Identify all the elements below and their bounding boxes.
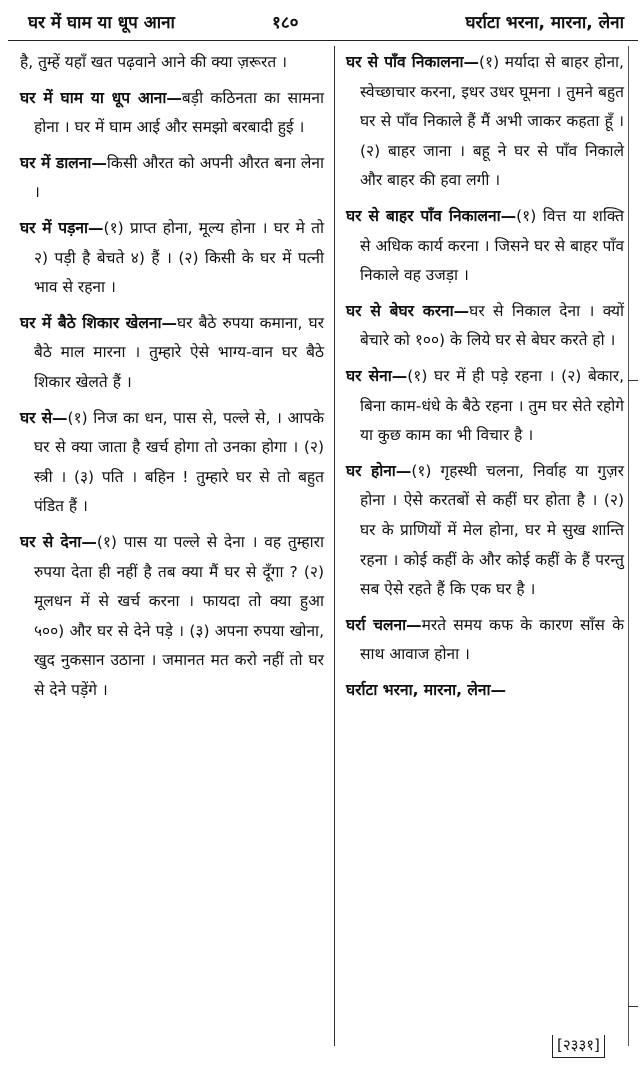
entry-headword: घर से बाहर पाँव निकालना— <box>346 206 517 225</box>
dictionary-entry <box>20 309 324 398</box>
column-divider <box>334 46 335 1046</box>
entry-definition: (१) घर में ही पड़े रहना । (२) बेकार, बिना काम-धंधे के बैठे रहना । तुम घर सेते रहोगे या कुछ काम का भी विचार है । <box>360 366 625 445</box>
entry-definition: (१) प्राप्त होना, मूल्य होना । घर मे तो २) पड़ी है बेचते ४) हैं । (२) किसी के घर में पत्नी भाव से रहना । <box>34 218 324 297</box>
entry-headword: घर से बेघर करना— <box>346 301 470 320</box>
dictionary-entry <box>20 149 324 208</box>
dictionary-entry <box>346 297 624 356</box>
dictionary-entry <box>346 676 624 706</box>
entry-headword: घर से— <box>20 408 68 427</box>
entry-headword: घर में पड़ना— <box>20 218 104 237</box>
entry-definition: (१) मर्यादा से बाहर होना, स्वेच्छाचार करना, इधर उधर घूमना । तुमने बहुत घर से पाँव निकाले हैं मैं अभी जाकर कहता हूँ । (२) बाहर जाना । बहू ने घर से पाँव निकाले और बाहर की हवा लगी । <box>360 53 624 190</box>
entry-definition: घर बैठे रुपया कमाना, घर बैठे माल मारना । तुम्हारे ऐसे भाग्य-वान घर बैठे शिकार खेलते हैं । <box>34 313 325 391</box>
entry-definition: (१) पास या पल्ले से देना । वह तुम्हारा रुपया देता ही नहीं है तब क्या मैं घर से दूँगा ? (२) मूलधन में से खर्च करना । फायदा तो क्या हुआ ५००) और घर से देने पड़े । (३) अपना रुपया खोना, खुद नुकसान उठाना । जमानत मत करो नहीं तो घर से देने पड़ेंगे । <box>34 532 324 699</box>
entry-headword: घर में बैठे शिकार खेलना— <box>20 313 177 332</box>
entry-continuation: है, तुम्हें यहाँ खत पढ़वाने आने की क्या ज़रूरत । <box>20 53 288 71</box>
dictionary-entry <box>346 457 624 605</box>
entry-definition: मरते समय कफ के कारण साँस के साथ आवाज होना । <box>360 615 624 664</box>
entry-definition: (१) गृहस्थी चलना, निर्वाह या गुज़र होना । ऐसे करतबों से कहीं घर होता है । (२) घर के प्राणियों में मेल होना, घर मे सुख शान्ति रहना । कोई कहीं के और कोई कहीं के हैं परन्तु सब ऐसे रहते हैं कि एक घर है । <box>360 461 624 599</box>
dictionary-entry <box>346 611 624 670</box>
entry-definition: (१) निज का धन, पास से, पल्ले से, । आपके घर से क्या जाता है खर्च होगा तो उनका होगा । (२) स्त्री । (३) पति । बहिन ! तुम्हारे घर से तो बहुत पंडित हैं । <box>34 408 324 516</box>
margin-tick <box>628 1006 638 1007</box>
entry-headword: घर में डालना— <box>20 153 107 172</box>
entry-headword: घर सेना— <box>346 366 408 385</box>
page-number: १८० <box>272 13 299 33</box>
entry-definition: घर से निकाल देना । क्यों बेचारे को १००) के लिये घर से बेघर करते हो । <box>360 301 624 350</box>
footer-reference: [२३३१] <box>552 1035 605 1058</box>
dictionary-entry <box>20 214 324 303</box>
running-header <box>14 6 628 36</box>
entry-headword: घर होना— <box>346 461 412 480</box>
left-column <box>20 48 324 711</box>
margin-tick <box>628 380 638 381</box>
dictionary-entry <box>20 528 324 706</box>
dictionary-entry <box>20 84 324 143</box>
entry-headword: घर्रा चलना— <box>346 615 422 634</box>
dictionary-entry <box>346 48 624 196</box>
entry-definition: (१) वित्त या शक्ति से अधिक कार्य करना । जिसने घर से बाहर पाँव निकाले वह उजड़ा । <box>360 206 624 285</box>
dictionary-entry <box>20 404 324 522</box>
entry-headword: घर्राटा भरना, मारना, लेना— <box>346 680 507 699</box>
right-column <box>346 48 624 711</box>
dictionary-entry <box>346 202 624 291</box>
right-margin-rule <box>628 46 629 1046</box>
entry-headword: घर से देना— <box>20 532 97 551</box>
header-rule <box>8 40 638 41</box>
dictionary-entry <box>346 362 624 451</box>
entry-definition: किसी औरत को अपनी औरत बना लेना । <box>34 153 324 202</box>
entry-headword: घर में घाम या धूप आना— <box>20 88 182 107</box>
header-left-guide-word: घर में घाम या धूप आना <box>28 13 175 33</box>
header-right-guide-word: घर्राटा भरना, मारना, लेना <box>465 13 624 33</box>
entry-definition: बड़ी कठिनता का सामना होना । घर में घाम आई और समझो बरबादी हुई । <box>34 88 324 137</box>
entry-headword: घर से पाँव निकालना— <box>346 53 479 71</box>
